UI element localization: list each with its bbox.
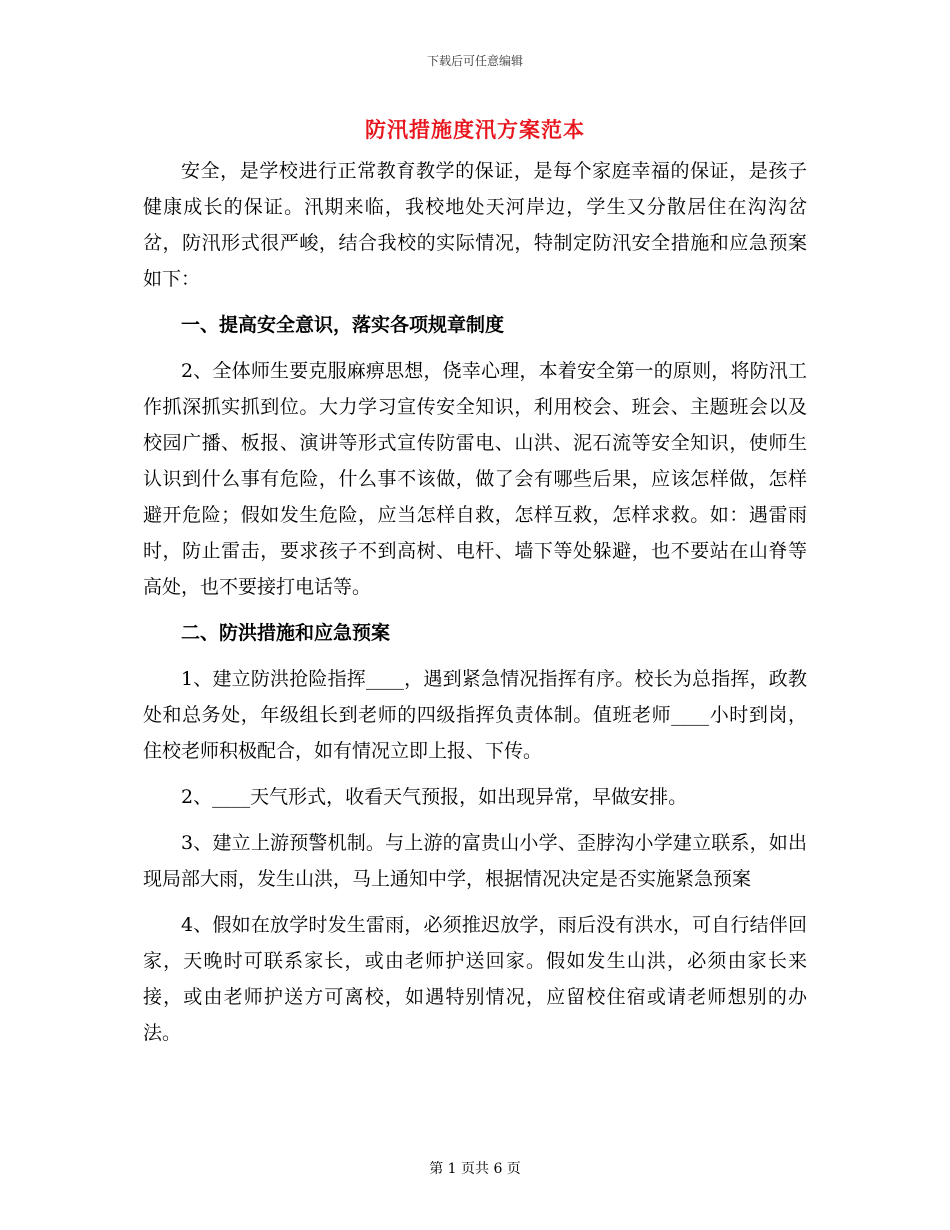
header-note: 下载后可任意编辑: [426, 54, 523, 68]
page-footer: 第 1 页共 6 页: [429, 1161, 521, 1177]
paragraph-safety-awareness: 2、全体师生要克服麻痹思想，侥幸心理，本着安全第一的原则，将防汛工作抓深抓实抓到位。大力学习宣传安全知识，利用校会、班会、主题班会以及校园广播、板报、演讲等形式宣传防雷电、山洪、泥石流等安全知识，使师生认识到什么事有危险，什么事不该做，做了会有哪些后果，应该怎样做，怎样避开危险；假如发生危险，应当怎样自救，怎样互救，怎样求救。如：遇雷雨时，防止雷击，要求孩子不到高树、电杆、墙下等处躲避，也不要站在山脊等高处，也不要接打电话等。: [143, 360, 807, 598]
document-body: [143, 153, 807, 1061]
paragraph-command-structure: 1、建立防洪抢险指挥____，遇到紧急情况指挥有序。校长为总指挥，政教处和总务处，年级组长到老师的四级指挥负责体制。值班老师____小时到岗，住校老师积极配合，如有情况立即上报、下传。: [143, 668, 807, 762]
paragraph-weather: 2、____天气形式，收看天气预报，如出现异常，早做安排。: [181, 786, 688, 808]
document-title: 防汛措施度汛方案范本: [365, 117, 585, 142]
paragraph-dismissal: 4、假如在放学时发生雷雨，必须推迟放学，雨后没有洪水，可自行结伴回家，天晚时可联系家长，或由老师护送回家。假如发生山洪，必须由家长来接，或由老师护送方可离校，如遇特别情况，应留校住宿或请老师想别的办法。: [143, 914, 807, 1044]
paragraph-intro: 安全，是学校进行正常教育教学的保证，是每个家庭幸福的保证，是孩子健康成长的保证。汛期来临，我校地处天河岸边，学生又分散居住在沟沟岔岔，防汛形式很严峻，结合我校的实际情况，特制定防汛安全措施和应急预案如下：: [143, 160, 807, 290]
paragraph-upstream-warning: 3、建立上游预警机制。与上游的富贵山小学、歪脖沟小学建立联系，如出现局部大雨，发生山洪，马上通知中学，根据情况决定是否实施紧急预案: [143, 832, 807, 890]
section-heading-2: 二、防洪措施和应急预案: [181, 622, 391, 644]
section-heading-1: 一、提高安全意识，落实各项规章制度: [181, 314, 505, 336]
